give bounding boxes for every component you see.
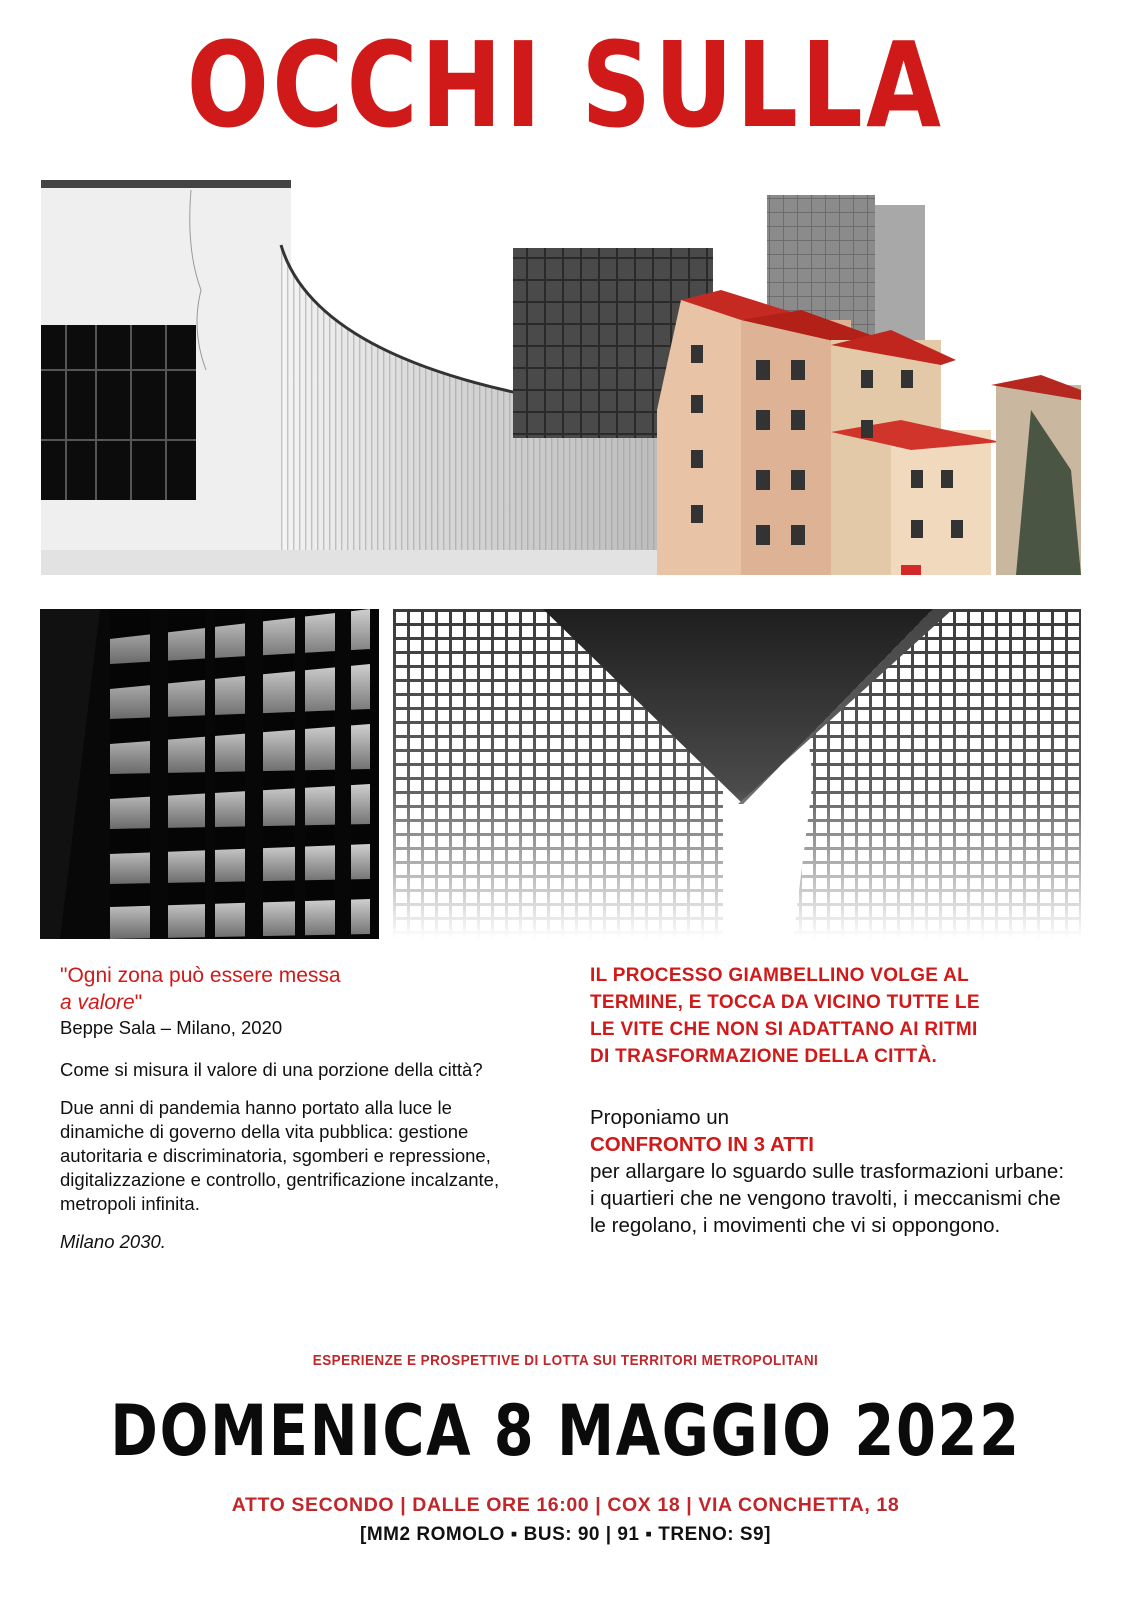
headline-line: DI TRASFORMAZIONE DELLA CITTÀ.	[590, 1046, 938, 1067]
headline-line: TERMINE, E TOCCA DA VICINO TUTTE LE	[590, 992, 980, 1013]
confronto-highlight: CONFRONTO IN 3 ATTI	[590, 1133, 814, 1156]
event-details: ATTO SECONDO | DALLE ORE 16:00 | COX 18 | VIA CONCHETTA, 18	[231, 1494, 900, 1516]
left-text-column	[60, 962, 530, 1254]
body-paragraph: Due anni di pandemia hanno portato alla luce le dinamiche di governo della vita pubblica: gestione autoritaria e discriminatoria, sgomberi e repressione, digitalizzazione e controllo, gentrificazione incalzante, metropoli infinita.	[60, 1097, 500, 1214]
city-collage-photo	[41, 170, 1081, 600]
event-subtitle: ESPERIENZE E PROSPETTIVE DI LOTTA SUI TERRITORI METROPOLITANI	[312, 1352, 819, 1369]
transport-info: [MM2 ROMOLO ▪ BUS: 90 | 91 ▪ TRENO: S9]	[360, 1524, 771, 1545]
quote-line-1: "Ogni zona può essere messa	[60, 964, 341, 987]
headline	[590, 962, 1070, 1070]
question: Come si misura il valore di una porzione della città?	[60, 1059, 483, 1080]
right-body-paragraph: per allargare lo sguardo sulle trasformazioni urbane: i quartieri che ne vengono travolti, i meccanismi che le regolano, i movimenti che vi si oppongono.	[590, 1160, 1065, 1237]
headline-line: IL PROCESSO GIAMBELLINO VOLGE AL	[590, 965, 970, 986]
closing-line: Milano 2030.	[60, 1231, 166, 1252]
propose-text: Proponiamo un	[590, 1106, 730, 1129]
event-date: DOMENICA 8 MAGGIO 2022	[110, 1390, 1021, 1472]
quote-line-2-end: "	[134, 991, 143, 1014]
quote-author: Beppe Sala – Milano, 2020	[60, 1017, 283, 1038]
towers-upward-photo	[393, 609, 1081, 939]
right-text-column	[590, 962, 1070, 1239]
quote	[60, 962, 530, 1016]
headline-line: LE VITE CHE NON SI ADATTANO AI RITMI	[590, 1019, 978, 1040]
night-facade-photo	[40, 609, 379, 939]
poster-title: OCCHI SULLA	[186, 16, 945, 154]
quote-line-2-italic: a valore	[60, 991, 135, 1014]
